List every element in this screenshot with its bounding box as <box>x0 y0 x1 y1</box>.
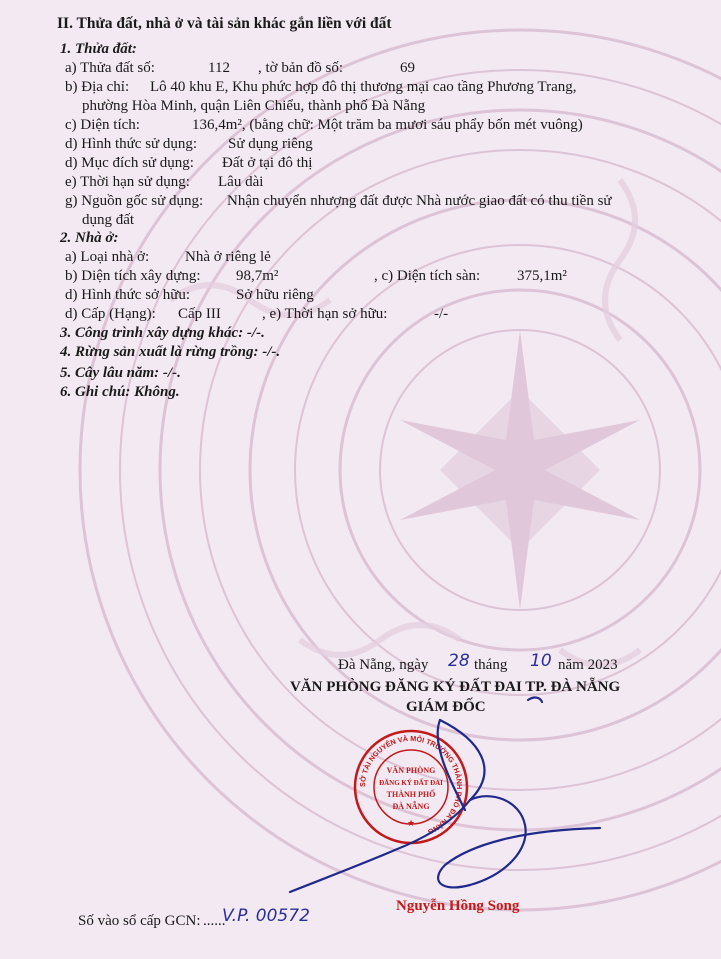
land-b-label: b) Địa chỉ: <box>65 79 130 95</box>
land-heading: 1. Thửa đất: <box>60 41 137 57</box>
land-use-form: Sử dụng riêng <box>228 136 313 152</box>
signer-title: GIÁM ĐỐC <box>406 699 486 715</box>
house-b-label: b) Diện tích xây dựng: <box>65 268 201 284</box>
signer-name: Nguyễn Hồng Song <box>396 898 520 914</box>
house-floor-area: 375,1m² <box>517 268 567 284</box>
official-seal <box>352 728 470 846</box>
seal-line-3: THÀNH PHỐ <box>386 790 436 799</box>
map-sheet-label: , tờ bản đồ số: <box>258 60 344 76</box>
land-a-label: a) Thửa đất số: <box>65 60 155 76</box>
registry-label: Số vào sổ cấp GCN: <box>78 913 201 929</box>
house-c-label: , c) Diện tích sàn: <box>374 268 481 284</box>
seal-line-2: ĐĂNG KÝ ĐẤT ĐAI <box>379 779 443 787</box>
section-title: II. Thửa đất, nhà ở và tài sản khác gắn liền với đất <box>57 15 392 32</box>
house-heading: 2. Nhà ở: <box>60 230 119 246</box>
land-number: 112 <box>208 60 230 76</box>
signing-place-prefix: Đà Nẵng, ngày <box>338 657 429 673</box>
house-grade: Cấp III <box>178 306 221 322</box>
signing-month: 10 <box>530 651 552 671</box>
land-c-label: c) Diện tích: <box>65 117 140 133</box>
house-a-label: a) Loại nhà ở: <box>65 249 150 265</box>
land-d1-label: d) Hình thức sử dụng: <box>65 136 198 152</box>
land-area: 136,4m², (bằng chữ: Một trăm ba mươi sáu phẩy bốn mét vuông) <box>192 117 583 133</box>
house-type: Nhà ở riêng lẻ <box>185 249 271 265</box>
seal-line-1: VĂN PHÒNG <box>386 766 436 775</box>
land-address-1: Lô 40 khu E, Khu phức hợp đô thị thương mại cao tầng Phương Trang, <box>150 79 577 95</box>
house-d-label: d) Hình thức sở hữu: <box>65 287 191 303</box>
land-use-purpose: Đất ở tại đô thị <box>222 155 313 171</box>
house-f-label: , e) Thời hạn sở hữu: <box>262 306 388 322</box>
issuing-office: VĂN PHÒNG ĐĂNG KÝ ĐẤT ĐAI TP. ĐÀ NẴNG <box>290 679 621 695</box>
signing-day: 28 <box>448 651 470 671</box>
land-g-label: g) Nguồn gốc sử dụng: <box>65 193 204 209</box>
seal-line-4: ĐÀ NẴNG <box>392 802 430 811</box>
seal-ring-text: SỞ TÀI NGUYÊN VÀ MÔI TRƯỜNG THÀNH PHỐ ĐÀ NẴNG <box>357 733 465 837</box>
map-sheet-number: 69 <box>400 60 415 76</box>
signing-month-label: tháng <box>474 657 508 673</box>
house-ownership-form: Sở hữu riêng <box>236 287 314 303</box>
land-origin-1: Nhận chuyển nhượng đất được Nhà nước giao đất có thu tiền sử <box>227 193 612 209</box>
house-e-label: d) Cấp (Hạng): <box>65 306 156 322</box>
signing-year: năm 2023 <box>558 657 618 673</box>
svg-text:★: ★ <box>406 818 416 828</box>
item-planted-forest: 4. Rừng sản xuất là rừng trồng: -/-. <box>60 344 281 360</box>
item-perennial-trees: 5. Cây lâu năm: -/-. <box>60 365 181 381</box>
land-d2-label: d) Mục đích sử dụng: <box>65 155 194 171</box>
house-ownership-term: -/- <box>434 306 449 322</box>
item-other-works: 3. Công trình xây dựng khác: -/-. <box>60 325 265 341</box>
house-built-area: 98,7m² <box>236 268 279 284</box>
land-e-label: e) Thời hạn sử dụng: <box>65 174 190 190</box>
land-origin-2: dụng đất <box>82 212 135 228</box>
land-use-term: Lâu dài <box>218 174 264 190</box>
registry-dots: ...... <box>203 913 226 929</box>
land-address-2: phường Hòa Minh, quận Liên Chiểu, thành phố Đà Nẵng <box>82 98 426 114</box>
item-notes: 6. Ghi chú: Không. <box>60 384 180 400</box>
registry-number: V.P. 00572 <box>222 906 310 926</box>
